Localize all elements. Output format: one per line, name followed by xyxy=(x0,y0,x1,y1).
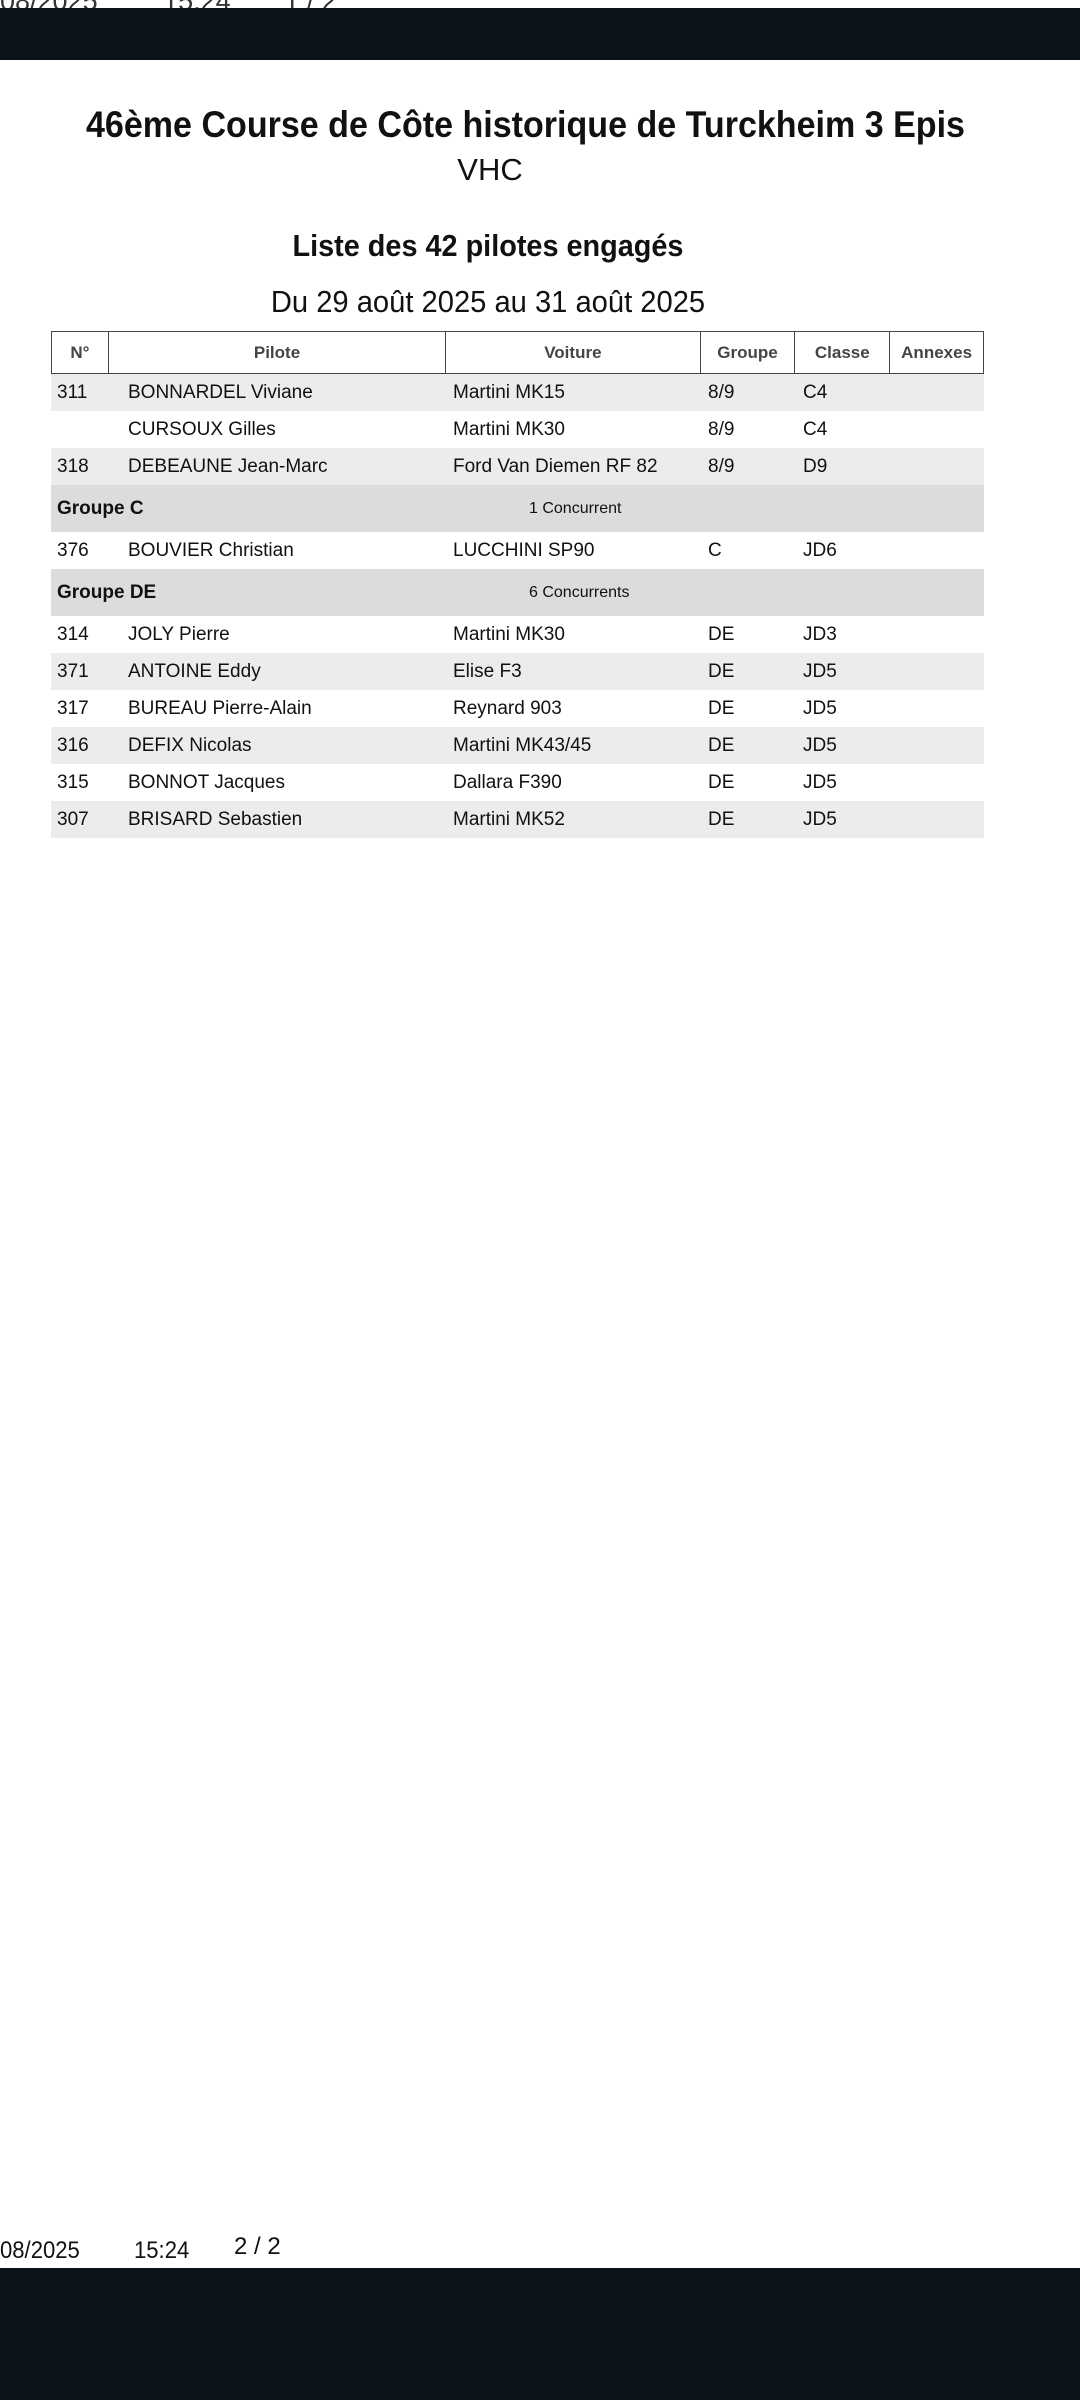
entry-car: Martini MK52 xyxy=(453,808,565,830)
entry-number: 315 xyxy=(57,771,89,793)
entry-class: JD5 xyxy=(803,808,837,830)
group-name: Groupe C xyxy=(57,497,144,519)
entry-group: DE xyxy=(708,623,735,645)
entry-pilot: BRISARD Sebastien xyxy=(128,808,303,830)
table-row xyxy=(51,653,984,690)
entry-class: JD5 xyxy=(803,734,837,756)
entry-pilot: BONNOT Jacques xyxy=(128,771,285,793)
previous-page-footer xyxy=(0,0,400,6)
group-header-de xyxy=(51,569,984,616)
entry-group: 8/9 xyxy=(708,381,735,403)
entry-pilot: DEFIX Nicolas xyxy=(128,734,252,756)
entry-number: 317 xyxy=(57,697,89,719)
entry-group: C xyxy=(708,539,722,561)
entry-class: JD3 xyxy=(803,623,837,645)
table-row xyxy=(51,374,984,411)
entry-group: DE xyxy=(708,734,735,756)
entrants-table xyxy=(51,331,984,838)
entry-number: 318 xyxy=(57,455,89,477)
col-header-car: Voiture xyxy=(446,332,700,373)
entry-class: D9 xyxy=(803,455,828,477)
col-header-number: N° xyxy=(52,332,109,373)
entry-car: Martini MK30 xyxy=(453,623,565,645)
entry-number: 371 xyxy=(57,660,89,682)
entry-pilot: CURSOUX Gilles xyxy=(128,418,276,440)
entry-class: JD5 xyxy=(803,697,837,719)
entry-class: JD5 xyxy=(803,771,837,793)
entry-group: DE xyxy=(708,660,735,682)
col-header-class: Classe xyxy=(795,332,890,373)
entry-number: 376 xyxy=(57,539,89,561)
entry-group: 8/9 xyxy=(708,418,735,440)
table-row xyxy=(51,448,984,485)
page-separator-bottom xyxy=(0,2268,1080,2400)
entry-group: 8/9 xyxy=(708,455,735,477)
table-row xyxy=(51,411,984,448)
document-title: 46ème Course de Côte historique de Turckheim 3 Epis xyxy=(86,104,966,145)
entry-group: DE xyxy=(708,697,735,719)
group-header-c xyxy=(51,485,984,532)
entry-number: 307 xyxy=(57,808,89,830)
entry-pilot: DEBEAUNE Jean-Marc xyxy=(128,455,328,477)
table-row xyxy=(51,801,984,838)
entry-car: LUCCHINI SP90 xyxy=(453,539,595,561)
entry-pilot: BOUVIER Christian xyxy=(128,539,294,561)
table-row xyxy=(51,727,984,764)
document-subtitle: VHC xyxy=(457,152,523,187)
entry-pilot: BUREAU Pierre-Alain xyxy=(128,697,312,719)
entry-class: C4 xyxy=(803,418,828,440)
entry-number: 314 xyxy=(57,623,89,645)
group-count: 6 Concurrents xyxy=(529,583,630,601)
page-separator-top xyxy=(0,8,1080,60)
table-row xyxy=(51,532,984,569)
group-name: Groupe DE xyxy=(57,581,157,603)
table-row xyxy=(51,690,984,727)
entry-group: DE xyxy=(708,771,735,793)
col-header-group: Groupe xyxy=(701,332,796,373)
list-title: Liste des 42 pilotes engagés xyxy=(292,228,684,263)
event-dates: Du 29 août 2025 au 31 août 2025 xyxy=(270,284,706,319)
footer-date: 08/2025 xyxy=(0,2237,80,2264)
entry-car: Elise F3 xyxy=(453,660,522,682)
entry-car: Martini MK15 xyxy=(453,381,565,403)
entry-pilot: BONNARDEL Viviane xyxy=(128,381,313,403)
col-header-annexes: Annexes xyxy=(901,342,973,362)
table-header xyxy=(51,331,984,374)
entry-number: 311 xyxy=(57,381,88,403)
entry-car: Martini MK43/45 xyxy=(453,734,592,756)
table-row xyxy=(51,616,984,653)
entry-car: Ford Van Diemen RF 82 xyxy=(453,455,658,477)
entry-class: JD5 xyxy=(803,660,837,682)
entry-number: 316 xyxy=(57,734,89,756)
footer-page-number: 2 / 2 xyxy=(234,2233,281,2260)
entry-pilot: JOLY Pierre xyxy=(128,623,230,645)
entry-car: Martini MK30 xyxy=(453,418,565,440)
entry-car: Dallara F390 xyxy=(453,771,562,793)
group-count: 1 Concurrent xyxy=(529,499,622,517)
entry-class: C4 xyxy=(803,381,828,403)
entry-pilot: ANTOINE Eddy xyxy=(128,660,261,682)
table-row xyxy=(51,764,984,801)
entry-group: DE xyxy=(708,808,735,830)
col-header-pilot: Pilote xyxy=(109,332,446,373)
entry-car: Reynard 903 xyxy=(453,697,562,719)
footer-time: 15:24 xyxy=(134,2237,190,2264)
entry-class: JD6 xyxy=(803,539,837,561)
